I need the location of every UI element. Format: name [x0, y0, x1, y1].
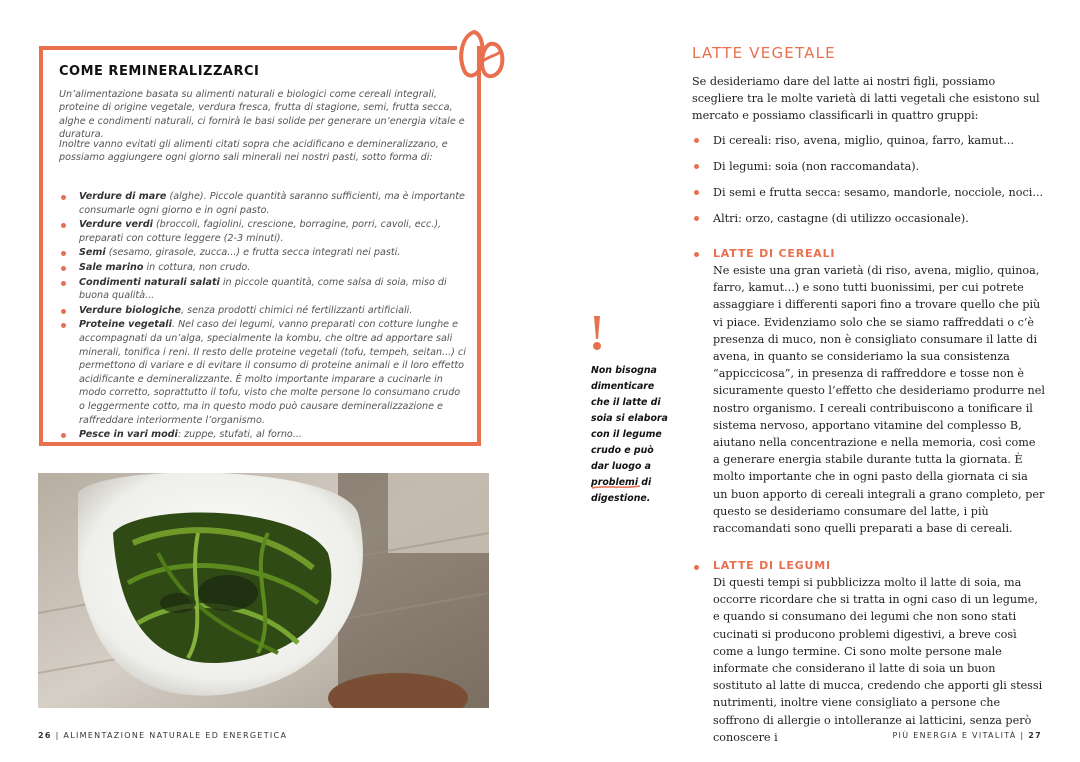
list-item: Di legumi: soia (non raccomandata). — [692, 158, 1044, 175]
oo-logo-icon — [456, 26, 506, 82]
section-title-legumi: LATTE DI LEGUMI — [713, 559, 831, 572]
list-item: Semi (sesamo, girasole, zucca...) e frutta secca integrati nei pasti. — [59, 246, 469, 260]
box-title: COME REMINERALIZZARCI — [59, 64, 260, 79]
section-bullet — [694, 252, 699, 257]
right-title: LATTE VEGETALE — [692, 44, 836, 62]
list-item: Verdure biologiche, senza prodotti chimici né fertilizzanti artificiali. — [59, 304, 469, 318]
mineral-list — [59, 190, 469, 443]
right-footer: PIÙ ENERGIA E VITALITÀ | 27 — [892, 731, 1042, 740]
section-body-cereali: Ne esiste una gran varietà (di riso, avena, miglio, quinoa, farro, kamut...) e sono tutti buonissimi, per cui potrete assaggiare i differenti sapori fino a trovare quello che più vi piace. Evidenziamo solo che se siamo raffreddati o c’è presenza di muco, non è consigliato consumare il latte di avena, in quanto se consideriamo la sua consistenza “appiccicosa”, in presenza di raffreddore e tosse non è sicuramente questo l’effetto che desideriamo produrre nel nostro organismo. I cereali contribuiscono a tonificare il sistema nervoso, apportano vitamine del complesso B, aiutano nella concentrazione e nella memoria, così come a generare energia stabile durante tutta la giornata. È molto importante che in ogni pasto della giornata ci sia un buon apporto di cereali integrali a grano completo, per questo se desideriamo consumare del latte, i più raccomandati sono quelli preparati a base di cereali. — [713, 264, 1045, 536]
left-running-title: ALIMENTAZIONE NATURALE ED ENERGETICA — [63, 731, 288, 740]
right-running-title: PIÙ ENERGIA E VITALITÀ — [892, 731, 1017, 740]
list-item: Verdure verdi (broccoli, fagiolini, crescione, borragine, porri, cavoli, ecc.), preparati con cotture leggere (2-3 minuti). — [59, 218, 469, 245]
side-note: Non bisogna dimenticare che il latte di soia si elabora con il legume crudo e può dar luogo a problemi di digestione. — [591, 365, 668, 504]
seaweed-salad-photo — [38, 473, 489, 708]
list-item: Verdure di mare (alghe). Piccole quantità saranno sufficienti, ma è importante consumarle ogni giorno e in ogni pasto. — [59, 190, 469, 217]
list-item: Altri: orzo, castagne (di utilizzo occasionale). — [692, 210, 1044, 227]
section-bullet — [694, 565, 699, 570]
left-page-number: 26 — [38, 731, 52, 740]
list-item: Proteine vegetali. Nel caso dei legumi, vanno preparati con cotture lunghe e accompagnati da un’alga, specialmente la kombu, che oltre ad apportare sali minerali, tonifica i reni. Il resto delle proteine vegetali (tofu, tempeh, seitan...) ci permettono di variare e di evitare il consumo di proteine animali e il loro effetto acidificante e demineralizzante. È molto importante imparare a cucinarle in modo corretto, soprattutto il tofu, visto che molte persone lo consumano crudo o leggermente cotto, ma in questo modo può causare demineralizzazione e raffreddare interiormente l’organismo. — [59, 318, 469, 427]
list-item: Di cereali: riso, avena, miglio, quinoa, farro, kamut... — [692, 132, 1044, 149]
milk-groups-list — [692, 132, 1044, 236]
section-body-legumi: Di questi tempi si pubblicizza molto il latte di soia, ma occorre ricordare che si tratta in ogni caso di un legume, e quando si consumano dei legumi che non sono stati cucinati si producono problemi digestivi, a breve così come a lungo termine. Ci sono molte persone male informate che considerano il latte di soia un buon sostituto al latte di mucca, credendo che apporti gli stessi nutrimenti, inoltre viene consigliato a persone che soffrono di allergie o intolleranze ai latticini, senza però conoscere i — [713, 576, 1043, 744]
box-second-paragraph: Inoltre vanno evitati gli alimenti citati sopra che acidificano e demineralizzano, e possiamo aggiungere ogni giorno sali minerali nei nostri pasti, sotto forma di: — [59, 139, 448, 164]
box-intro: Un’alimentazione basata su alimenti naturali e biologici come cereali integrali, proteine di origine vegetale, verdura fresca, frutta di stagione, semi, frutta secca, alghe e condimenti naturali, ci fornirà le basi solide per generare un’energia vitale e duratura. — [59, 89, 465, 141]
right-intro: Se desideriamo dare del latte ai nostri figli, possiamo scegliere tra le molte varietà di latti vegetali che esistono sul mercato e possiamo classificarli in quattro gruppi: — [692, 75, 1040, 123]
underline-accent — [591, 484, 641, 490]
list-item: Sale marino in cottura, non crudo. — [59, 261, 469, 275]
list-item: Di semi e frutta secca: sesamo, mandorle, nocciole, noci... — [692, 184, 1044, 201]
left-footer: 26 | ALIMENTAZIONE NATURALE ED ENERGETICA — [38, 731, 288, 740]
list-item: Condimenti naturali salati in piccole quantità, come salsa di soia, miso di buona qualità... — [59, 276, 469, 303]
right-page-number: 27 — [1028, 731, 1042, 740]
section-title-cereali: LATTE DI CEREALI — [713, 247, 836, 260]
list-item: Pesce in vari modi: zuppe, stufati, al forno... — [59, 428, 469, 442]
exclamation-icon — [585, 314, 609, 352]
